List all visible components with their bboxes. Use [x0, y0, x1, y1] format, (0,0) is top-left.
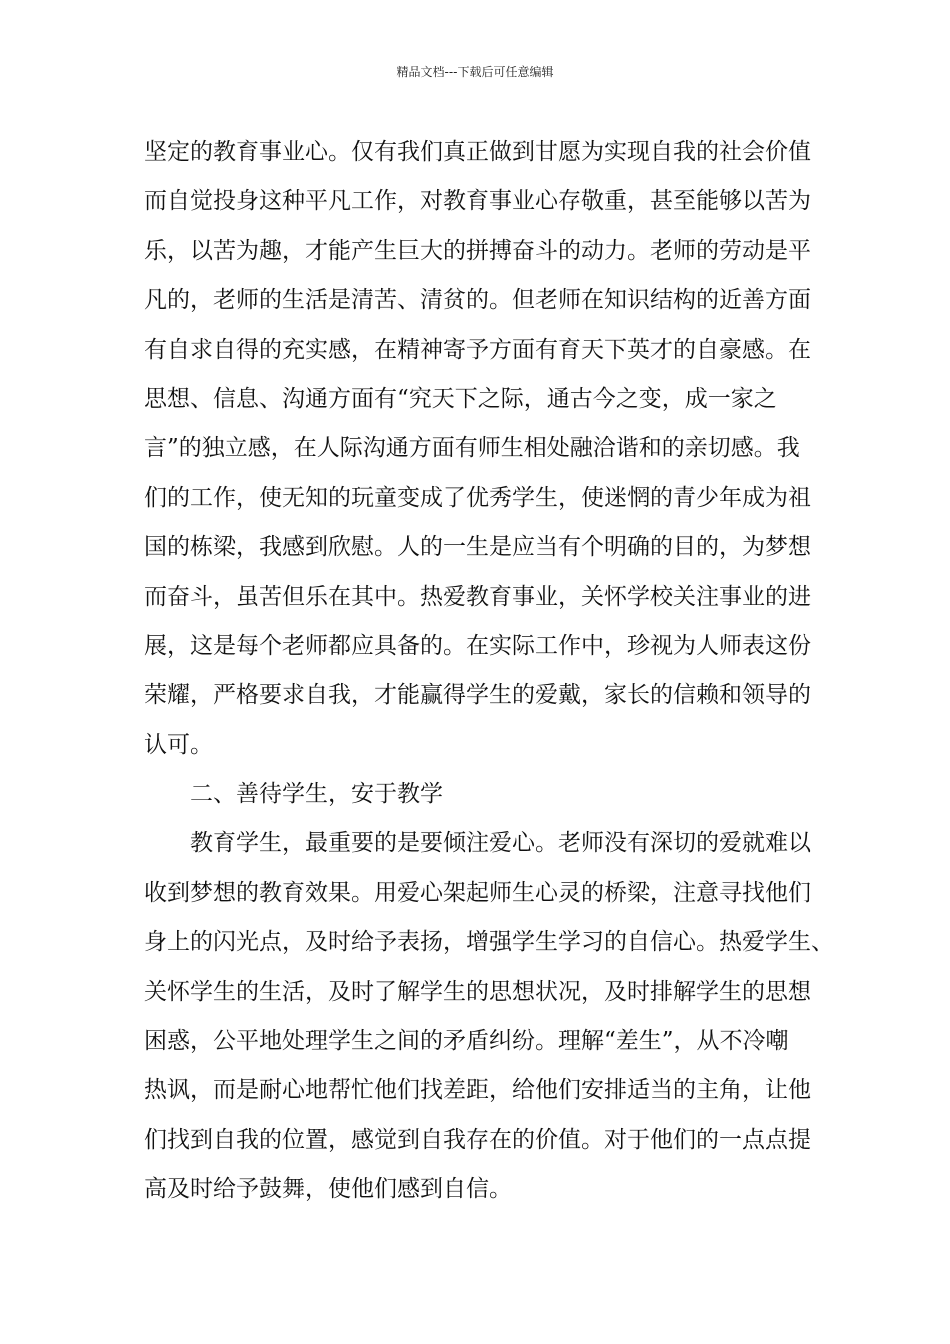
text-line: 国的栋梁，我感到欣慰。人的一生是应当有个明确的目的，为梦想 [144, 534, 811, 561]
text-line: 思想、信息、沟通方面有“究天下之际，通古今之变，成一家之 [144, 385, 777, 412]
section-heading: 二、善待学生，安于教学 [190, 781, 443, 808]
text-line: 荣耀，严格要求自我，才能赢得学生的爱戴，家长的信赖和领导的 [144, 682, 811, 709]
text-line: 们找到自我的位置，感觉到自我存在的价值。对于他们的一点点提 [144, 1126, 811, 1153]
text-line: 高及时给予鼓舞，使他们感到自信。 [144, 1176, 512, 1203]
text-line: 困惑，公平地处理学生之间的矛盾纠纷。理解“差生”，从不冷嘲 [144, 1028, 789, 1055]
text-line: 身上的闪光点，及时给予表扬，增强学生学习的自信心。热爱学生、 [144, 929, 834, 956]
text-line: 认可。 [144, 731, 213, 758]
text-line: 而自觉投身这种平凡工作，对教育事业心存敬重，甚至能够以苦为 [144, 188, 811, 215]
text-line: 言”的独立感，在人际沟通方面有师生相处融洽谐和的亲切感。我 [144, 435, 800, 462]
text-line: 乐，以苦为趣，才能产生巨大的拼搏奋斗的动力。老师的劳动是平 [144, 237, 811, 264]
document-body [144, 128, 834, 1215]
text-line: 凡的，老师的生活是清苦、清贫的。但老师在知识结构的近善方面 [144, 287, 811, 314]
text-line: 坚定的教育事业心。仅有我们真正做到甘愿为实现自我的社会价值 [144, 139, 811, 165]
text-line: 展，这是每个老师都应具备的。在实际工作中，珍视为人师表这份 [144, 632, 811, 659]
text-line: 们的工作，使无知的玩童变成了优秀学生，使迷惘的青少年成为祖 [144, 484, 811, 511]
text-line: 关怀学生的生活，及时了解学生的思想状况，及时排解学生的思想 [144, 978, 811, 1005]
text-line: 收到梦想的教育效果。用爱心架起师生心灵的桥梁，注意寻找他们 [144, 879, 811, 906]
text-line: 有自求自得的充实感，在精神寄予方面有育天下英才的自豪感。在 [144, 336, 811, 363]
text-line: 而奋斗，虽苦但乐在其中。热爱教育事业，关怀学校关注事业的进 [144, 583, 811, 610]
paragraph-first-line: 教育学生，最重要的是要倾注爱心。老师没有深切的爱就难以 [190, 830, 811, 857]
text-line: 热讽，而是耐心地帮忙他们找差距，给他们安排适当的主角，让他 [144, 1077, 811, 1104]
page-header: 精品文档---下载后可任意编辑 [396, 65, 554, 79]
